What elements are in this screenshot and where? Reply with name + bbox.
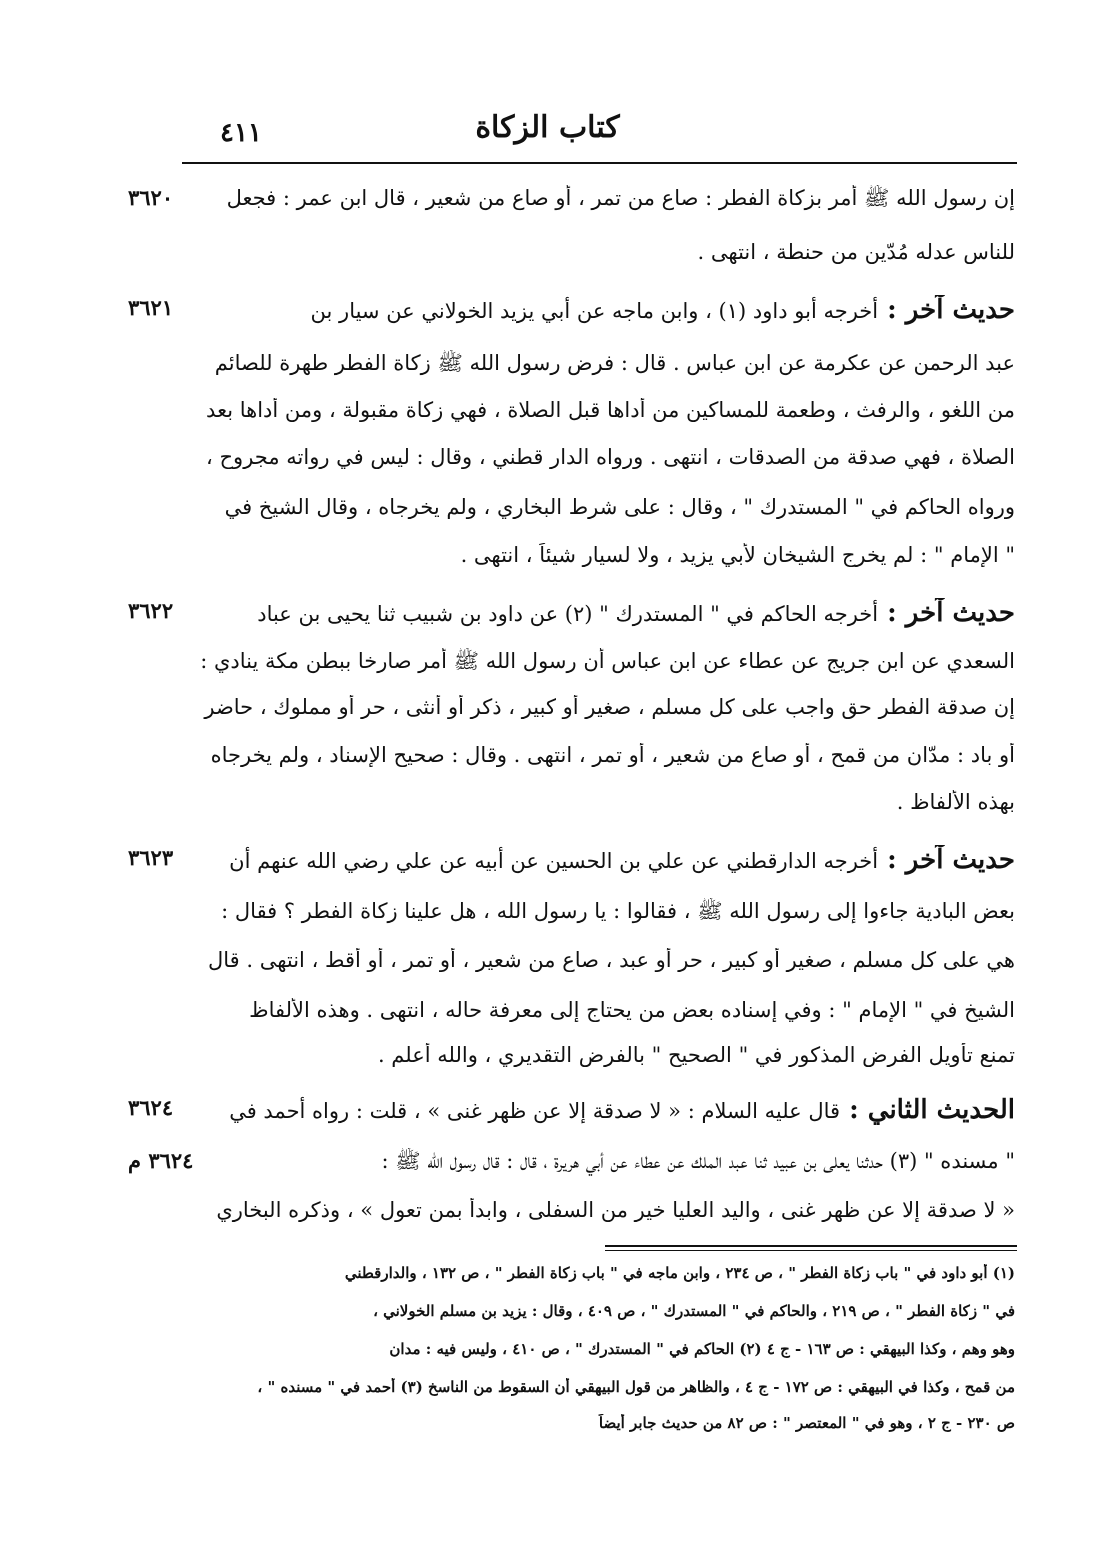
header-divider xyxy=(182,162,1017,164)
hadith-heading: الحديث الثاني : xyxy=(840,1095,1015,1125)
line-text: للناس عدله مُدّين من حنطة ، انتهى . xyxy=(697,240,1015,264)
line-text: السعدي عن ابن جريج عن عطاء عن ابن عباس أن رسول الله ﷺ أمر صارخا ببطن مكة ينادي : xyxy=(200,649,1015,673)
text-line xyxy=(145,598,1015,628)
text-line xyxy=(145,185,1015,216)
line-text: « لا صدقة إلا عن ظهر غنى ، واليد العليا خير من السفلى ، وابدأ بمن تعول » ، وذكره البخاري xyxy=(216,1198,1015,1222)
text-line xyxy=(200,648,1015,679)
footnote-line: (١) أبو داود في " باب زكاة الفطر " ، ص ٢٣٤ ، وابن ماجه في " باب زكاة الفطر " ، ص ١٣٢ ، والدارقطني xyxy=(344,1264,1015,1282)
line-text: أخرجه أبو داود (١) ، وابن ماجه عن أبي يزيد الخولاني عن سيار بن xyxy=(310,299,879,323)
text-line xyxy=(200,898,1015,929)
text-line xyxy=(200,1043,1015,1067)
hadith-number: ٣٦٢٣ xyxy=(128,845,174,870)
footnote-line: من قمح ، وكذا في البيهقي : ص ١٧٢ - ج ٤ ، والظاهر من قول البيهقي أن السقوط من الناسخ (٣) أحمد في " مسنده " ، xyxy=(257,1378,1015,1396)
text-line xyxy=(200,695,1015,719)
line-text: تمنع تأويل الفرض المذكور في " الصحيح " بالفرض التقديري ، والله أعلم . xyxy=(377,1043,1015,1067)
text-line xyxy=(200,543,1015,567)
footnote-line: في " زكاة الفطر " ، ص ٢١٩ ، والحاكم في " المستدرك " ، ص ٤٠٩ ، وقال : يزيد بن مسلم الخولاني ، xyxy=(373,1302,1015,1320)
text-line xyxy=(200,398,1015,422)
footnote-divider xyxy=(605,1245,1017,1247)
hadith-heading: حديث آخر : xyxy=(878,295,1015,325)
line-text: بعض البادية جاءوا إلى رسول الله ﷺ ، فقالوا : يا رسول الله ، هل علينا زكاة الفطر ؟ فقال : xyxy=(221,899,1015,923)
text-line xyxy=(200,350,1015,381)
line-text: الصلاة ، فهي صدقة من الصدقات ، انتهى . ورواه الدار قطني ، وقال : ليس في رواته مجروح ، xyxy=(206,445,1015,469)
line-text: " الإمام " : لم يخرج الشيخان لأبي يزيد ، ولا لسيار شيئاً ، انتهى . xyxy=(460,543,1015,567)
page-number: ٤١١ xyxy=(220,118,262,148)
hadith-number: ٣٦٢٤ م xyxy=(128,1148,194,1173)
line-text: الشيخ في " الإمام " : وفي إسناده بعض من يحتاج إلى معرفة حاله ، انتهى . وهذه الألفاظ xyxy=(249,998,1015,1022)
text-line xyxy=(145,295,1015,325)
footnote-line: وهو وهم ، وكذا البيهقي : ص ١٦٣ - ج ٤ (٢) الحاكم في " المستدرك " ، ص ٤١٠ ، وليس فيه : مدان xyxy=(389,1340,1015,1358)
text-line xyxy=(200,948,1015,972)
line-text: قال عليه السلام : « لا صدقة إلا عن ظهر غنى » ، قلت : رواه أحمد في xyxy=(229,1099,841,1123)
text-line xyxy=(200,790,1015,814)
text-line xyxy=(200,240,1015,264)
hadith-number: ٣٦٢١ xyxy=(128,295,174,320)
line-text: أو باد : مدّان من قمح ، أو صاع من شعير ، أو تمر ، انتهى . وقال : صحيح الإسناد ، ولم يخرجاه xyxy=(210,743,1015,767)
line-text: ورواه الحاكم في " المستدرك " ، وقال : على شرط البخاري ، ولم يخرجاه ، وقال الشيخ في xyxy=(224,495,1015,519)
hadith-number: ٣٦٢٤ xyxy=(128,1095,174,1120)
line-text: إن رسول الله ﷺ أمر بزكاة الفطر : صاع من تمر ، أو صاع من شعير ، قال ابن عمر : فجعل xyxy=(226,186,1015,210)
line-text: أخرجه الحاكم في " المستدرك " (٢) عن داود بن شبيب ثنا يحيى بن عباد xyxy=(257,602,879,626)
line-text: عبد الرحمن عن عكرمة عن ابن عباس . قال : فرض رسول الله ﷺ زكاة الفطر طهرة للصائم xyxy=(214,351,1015,375)
text-line xyxy=(145,1095,1015,1125)
hadith-heading: حديث آخر : xyxy=(878,845,1015,875)
footnote-line: ص ٢٣٠ - ج ٢ ، وهو في " المعتصر " : ص ٨٢ من حديث جابر أيضاً xyxy=(598,1414,1015,1432)
line-text: أخرجه الدارقطني عن علي بن الحسين عن أبيه عن علي رضي الله عنهم أن xyxy=(229,849,879,873)
hadith-number: ٣٦٢٠ xyxy=(128,185,174,210)
line-text: " مسنده " (٣) حدثنا يعلى بن عبيد ثنا عبد الملك عن عطاء عن أبي هريرة ، قال : قال رسول الله ﷺ : xyxy=(381,1149,1015,1173)
text-line xyxy=(145,1148,1015,1179)
text-line xyxy=(145,1198,1015,1222)
text-line xyxy=(200,998,1015,1022)
line-text: من اللغو ، والرفث ، وطعمة للمساكين من أداها قبل الصلاة ، فهي زكاة مقبولة ، ومن أداها بعد xyxy=(206,398,1015,422)
text-line xyxy=(200,743,1015,767)
footnote-divider-thin xyxy=(605,1250,1017,1251)
text-line xyxy=(145,845,1015,875)
hadith-number: ٣٦٢٢ xyxy=(128,598,174,623)
line-text: بهذه الألفاظ . xyxy=(896,790,1015,814)
text-line xyxy=(200,445,1015,469)
line-text: هي على كل مسلم ، صغير أو كبير ، حر أو عبد ، صاع من شعير ، أو تمر ، أو أقط ، انتهى . قال xyxy=(207,948,1015,972)
page-title: كتاب الزكاة xyxy=(475,110,620,145)
text-line xyxy=(200,495,1015,519)
hadith-heading: حديث آخر : xyxy=(878,598,1015,628)
line-text: إن صدقة الفطر حق واجب على كل مسلم ، صغير أو كبير ، ذكر أو أنثى ، حر أو مملوك ، حاضر xyxy=(204,695,1015,719)
